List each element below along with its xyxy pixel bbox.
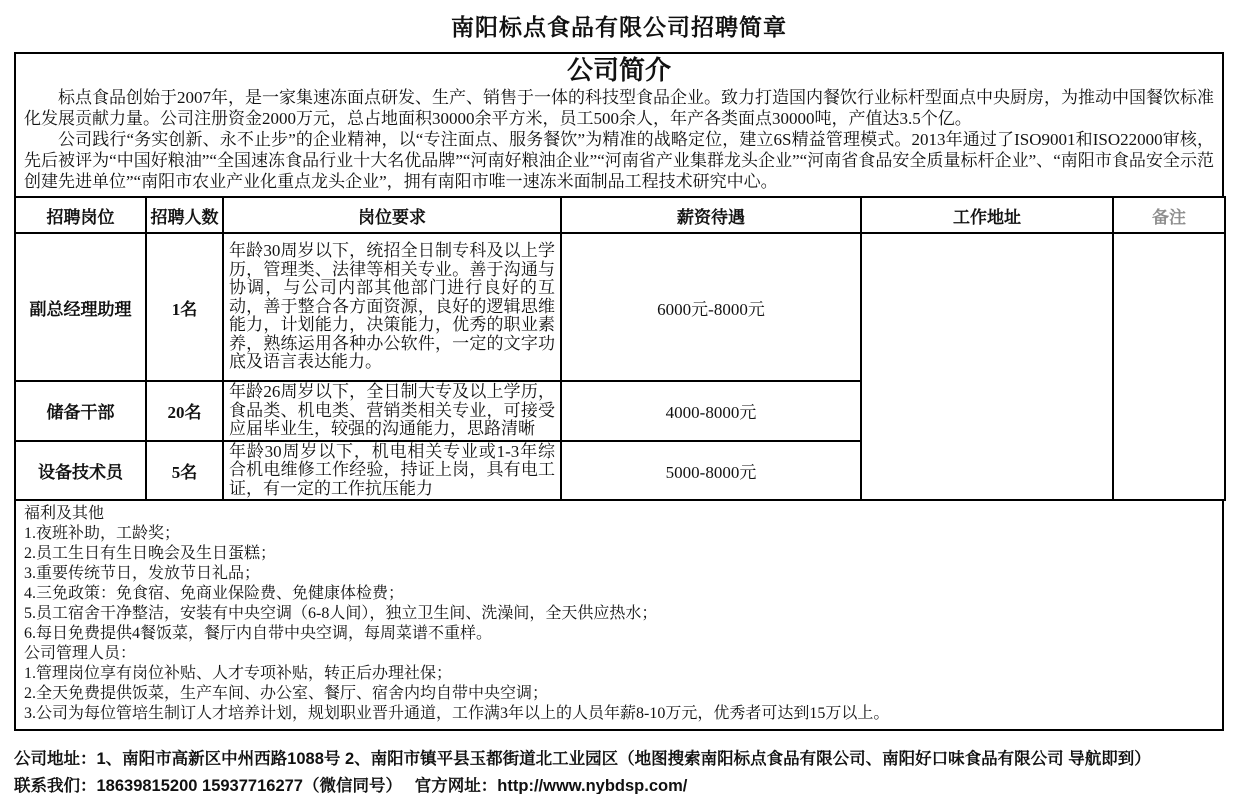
benefit-item: 5.员工宿舍干净整洁，安装有中央空调（6-8人间），独立卫生间、洗澡间，全天供应热水； — [24, 605, 658, 622]
count-cell: 5名 — [146, 441, 223, 501]
table-header-row — [15, 197, 1225, 233]
salary-cell: 4000-8000元 — [561, 381, 861, 441]
document-sheet — [14, 52, 1224, 731]
footer-contact-block — [14, 746, 1224, 794]
position-cell: 副总经理助理 — [15, 233, 146, 381]
position-cell: 储备干部 — [15, 381, 146, 441]
management-item: 1.管理岗位享有岗位补贴、人才专项补贴，转正后办理社保； — [24, 665, 453, 682]
requirements-cell: 年龄30周岁以下，机电相关专业或1-3年综合机电维修工作经验，持证上岗，具有电工证，有一定的工作抗压能力 — [223, 441, 561, 501]
remark-cell — [1113, 233, 1225, 500]
salary-cell: 6000元-8000元 — [561, 233, 861, 381]
table-row — [15, 233, 1225, 381]
column-header-salary: 薪资待遇 — [561, 197, 861, 233]
benefit-item: 4.三免政策：免食宿、免商业保险费、免健康体检费； — [24, 585, 405, 602]
company-intro-section — [14, 52, 1224, 198]
benefit-item: 2.员工生日有生日晚会及生日蛋糕； — [24, 545, 277, 562]
recruit-table — [14, 196, 1226, 501]
management-item: 2.全天免费提供饭菜，生产车间、办公室、餐厅、宿舍内均自带中央空调； — [24, 685, 549, 702]
column-header-position: 招聘岗位 — [15, 197, 146, 233]
page-title: 南阳标点食品有限公司招聘简章 — [451, 15, 787, 40]
count-cell: 20名 — [146, 381, 223, 441]
requirements-cell: 年龄30周岁以下，统招全日制专科及以上学历，管理类、法律等相关专业。善于沟通与协调，与公司内部其他部门进行良好的互动，善于整合各方面资源，良好的逻辑思维能力，计划能力，决策能力，优秀的职业素养，熟练运用各种办公软件，一定的文字功底及语言表达能力。 — [223, 233, 561, 381]
intro-heading: 公司简介 — [566, 56, 671, 85]
count-cell: 1名 — [146, 233, 223, 381]
management-item: 3.公司为每位管培生制订人才培养计划，规划职业晋升通道，工作满3年以上的人员年薪8-10万元，优秀者可达到15万以上。 — [24, 705, 890, 722]
benefits-section — [14, 499, 1224, 731]
column-header-work-address: 工作地址 — [861, 197, 1113, 233]
company-address-line: 公司地址：1、南阳市高新区中州西路1088号 2、南阳市镇平县玉都街道北工业园区（地图搜索南阳标点食品有限公司、南阳好口味食品有限公司 导航即到） — [14, 750, 1151, 768]
benefit-item: 3.重要传统节日，发放节日礼品； — [24, 565, 261, 582]
contact-line: 联系我们：18639815200 15937716277（微信同号） 官方网址：http://www.nybdsp.com/ — [14, 777, 688, 794]
requirements-cell: 年龄26周岁以下，全日制大专及以上学历，食品类、机电类、营销类相关专业，可接受应届毕业生，较强的沟通能力，思路清晰 — [223, 381, 561, 441]
position-cell: 设备技术员 — [15, 441, 146, 501]
intro-paragraph-2: 公司践行“务实创新、永不止步”的企业精神，以“专注面点、服务餐饮”为精准的战略定位，建立6S精益管理模式。2013年通过了ISO9001和ISO22000审核，先后被评为“中国好粮油”“全国速冻食品行业十大名优品牌”“河南好粮油企业”“河南省产业集群龙头企业”“河南省食品安全质量标杆企业”、“南阳市食品安全示范创建先进单位”“南阳市农业产业化重点龙头企业”，拥有南阳市唯一速冻米面制品工程技术研究中心。 — [24, 130, 1214, 191]
management-heading: 公司管理人员： — [24, 645, 137, 662]
salary-cell: 5000-8000元 — [561, 441, 861, 501]
column-header-count: 招聘人数 — [146, 197, 223, 233]
work-address-cell — [861, 233, 1113, 500]
benefit-item: 6.每日免费提供4餐饭菜，餐厅内自带中央空调，每周菜谱不重样。 — [24, 625, 493, 642]
intro-paragraph-1: 标点食品创始于2007年，是一家集速冻面点研发、生产、销售于一体的科技型食品企业。致力打造国内餐饮行业标杆型面点中央厨房，为推动中国餐饮标准化发展贡献力量。公司注册资金2000万元，总占地面积30000余平方米，员工500余人，年产各类面点30000吨，产值达3.5个亿。 — [24, 88, 1214, 128]
column-header-remark: 备注 — [1113, 197, 1225, 233]
column-header-requirements: 岗位要求 — [223, 197, 561, 233]
benefits-heading: 福利及其他 — [24, 505, 105, 522]
benefit-item: 1.夜班补助，工龄奖； — [24, 525, 181, 542]
